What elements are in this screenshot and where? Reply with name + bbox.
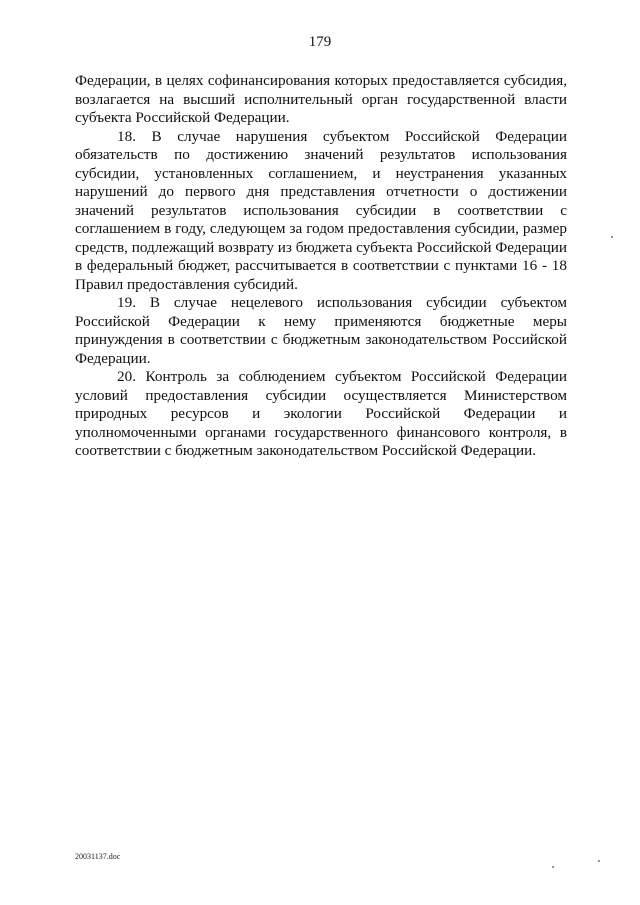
scan-speck [598, 860, 600, 862]
footer-filename: 20031137.doc [75, 852, 121, 861]
page-number: 179 [308, 34, 332, 50]
scan-speck [552, 866, 554, 868]
scan-speck [611, 236, 613, 238]
paragraph-item-20: 20. Контроль за соблюдением субъектом Российской Федерации условий предоставления субсидии осуществляется Министерством природных ресурсов и экологии Российской Федерации и уполномоченными органами государственного финансового контроля, в соответствии с бюджетным законодательством Российской Федерации. [75, 368, 567, 459]
document-body [75, 72, 567, 461]
paragraph-item-19: 19. В случае нецелевого использования субсидии субъектом Российской Федерации к нему применяются бюджетные меры принуждения в соответствии с бюджетным законодательством Российской Федерации. [75, 294, 567, 367]
paragraph-item-18: 18. В случае нарушения субъектом Российской Федерации обязательств по достижению значений результатов использования субсидии, установленных соглашением, и неустранения указанных нарушений до первого дня представления отчетности о достижении значений результатов использования субсидии в соответствии с соглашением в году, следующем за годом предоставления субсидии, размер средств, подлежащий возврату из бюджета субъекта Российской Федерации в федеральный бюджет, рассчитывается в соответствии с пунктами 16 - 18 Правил предоставления субсидий. [75, 127, 567, 293]
paragraph-continuation: Федерации, в целях софинансирования которых предоставляется субсидия, возлагается на высший исполнительный орган государственной власти субъекта Российской Федерации. [75, 72, 567, 126]
